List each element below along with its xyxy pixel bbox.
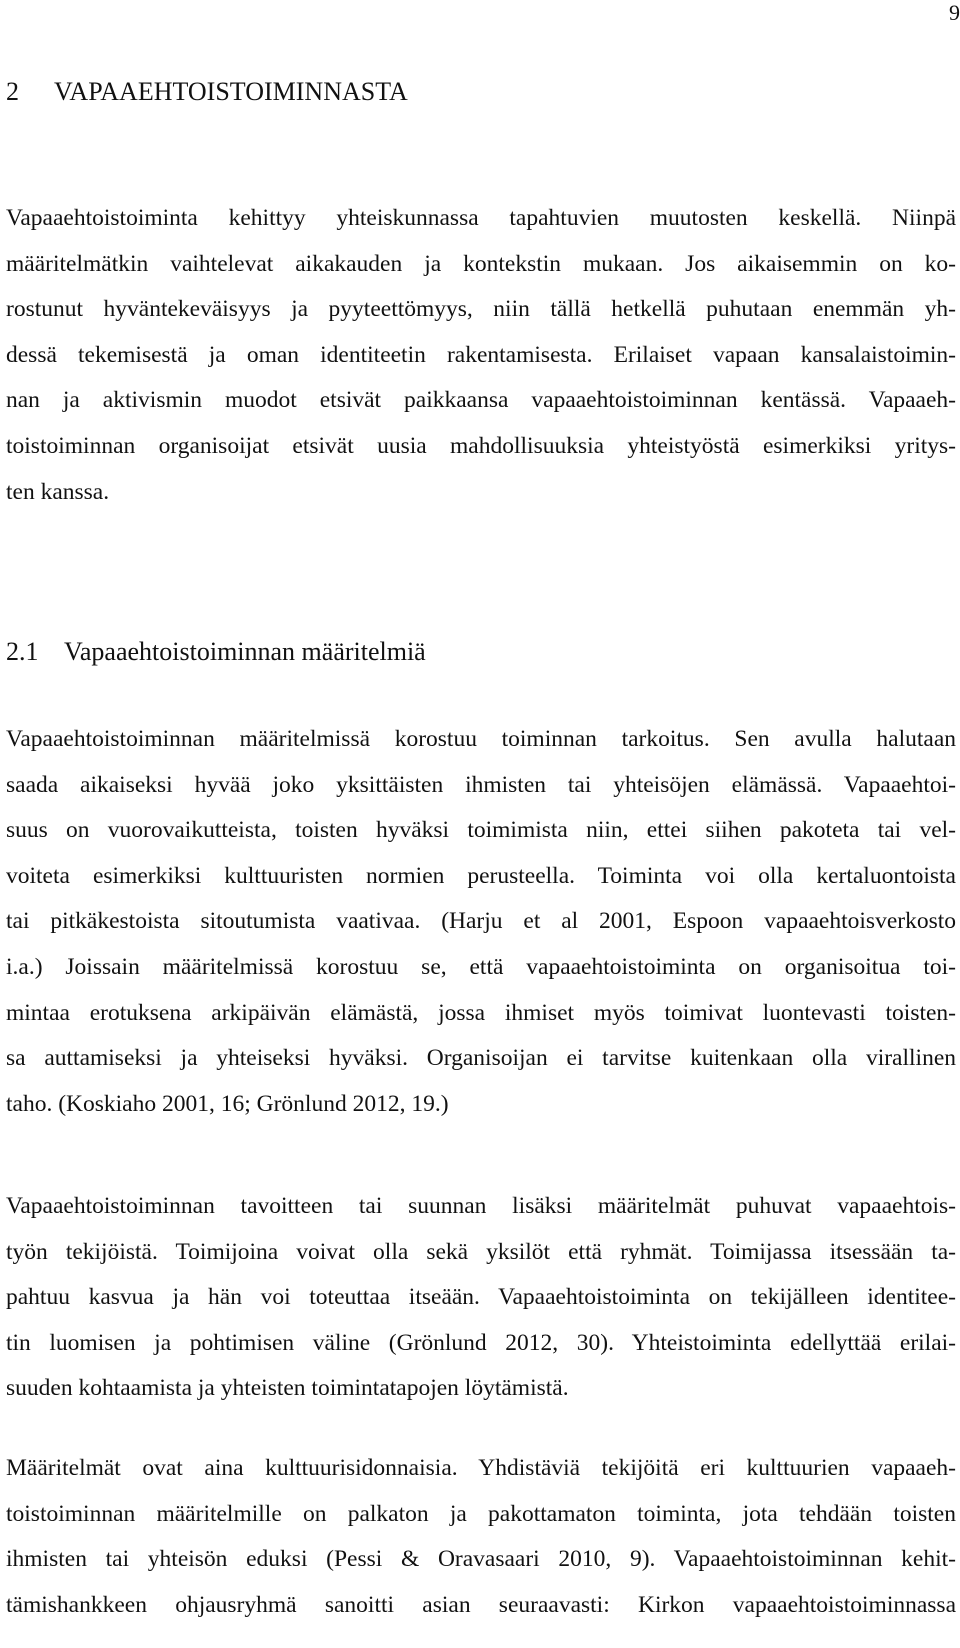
- chapter-intro-paragraph: [6, 196, 956, 515]
- paragraph-line: nan ja aktivismin muodot etsivät paikkaansa vapaaehtoistoiminnan kentässä. Vapaaeh-: [6, 387, 956, 414]
- paragraph-line: dessä tekemisestä ja oman identiteetin rakentamisesta. Erilaiset vapaan kansalaistoimin-: [6, 341, 956, 368]
- paragraph-line: määritelmätkin vaihtelevat aikakauden ja kontekstin mukaan. Jos aikaisemmin on ko-: [6, 250, 956, 277]
- paragraph-line: voiteta esimerkiksi kulttuuristen normien perusteella. Toiminta voi olla kertaluontoista: [6, 862, 956, 889]
- section-number: 2.1: [6, 637, 39, 666]
- paragraph-line: ihmisten tai yhteisön eduksi (Pessi & Oravasaari 2010, 9). Vapaaehtoistoiminnan kehit-: [6, 1546, 956, 1573]
- paragraph-line: i.a.) Joissain määritelmissä korostuu se, että vapaaehtoistoiminta on organisoitua toi-: [6, 953, 956, 980]
- paragraph-line: tämishankkeen ohjausryhmä sanoitti asian seuraavasti: Kirkon vapaaehtoistoiminnassa: [6, 1591, 956, 1618]
- paragraph-line: toistoiminnan määritelmille on palkaton ja pakottamaton toiminta, jota tehdään toisten: [6, 1500, 956, 1527]
- chapter-heading: [6, 79, 408, 105]
- paragraph-line: rostunut hyväntekeväisyys ja pyyteettömyys, niin tällä hetkellä puhutaan enemmän yh-: [6, 296, 956, 323]
- paragraph-line: Vapaaehtoistoiminta kehittyy yhteiskunnassa tapahtuvien muutosten keskellä. Niinpä: [6, 205, 956, 231]
- chapter-number: 2: [6, 77, 19, 106]
- paragraph-line: työn tekijöistä. Toimijoina voivat olla sekä yksilöt että ryhmät. Toimijassa itsessään ta-: [6, 1238, 956, 1265]
- section-paragraph-3: [6, 1446, 956, 1628]
- paragraph-line: suuden kohtaamista ja yhteisten toimintatapojen löytämistä.: [6, 1375, 569, 1402]
- section-paragraph-2: [6, 1184, 956, 1412]
- paragraph-line: sa auttamiseksi ja yhteiseksi hyväksi. Organisoijan ei tarvitse kuitenkaan olla virallinen: [6, 1045, 956, 1072]
- paragraph-line: toistoiminnan organisoijat etsivät uusia mahdollisuuksia yhteistyöstä esimerkiksi yritys-: [6, 432, 956, 459]
- paragraph-line: tai pitkäkestoista sitoutumista vaativaa. (Harju et al 2001, Espoon vapaaehtoisverkosto: [6, 908, 956, 935]
- paragraph-line: mintaa erotuksena arkipäivän elämästä, jossa ihmiset myös toimivat luontevasti toisten-: [6, 999, 956, 1026]
- page-number: 9: [949, 0, 960, 25]
- paragraph-line: tin luomisen ja pohtimisen väline (Grönlund 2012, 30). Yhteistoiminta edellyttää erilai-: [6, 1329, 956, 1356]
- section-paragraph-1: [6, 717, 956, 1127]
- paragraph-line: suus on vuorovaikutteista, toisten hyväksi toimimista niin, ettei siihen pakoteta tai vel-: [6, 817, 956, 844]
- paragraph-line: Vapaaehtoistoiminnan tavoitteen tai suunnan lisäksi määritelmät puhuvat vapaaehtois-: [6, 1193, 956, 1219]
- paragraph-line: taho. (Koskiaho 2001, 16; Grönlund 2012, 19.): [6, 1090, 449, 1117]
- paragraph-line: Vapaaehtoistoiminnan määritelmissä korostuu toiminnan tarkoitus. Sen avulla halutaan: [6, 726, 956, 752]
- paragraph-line: pahtuu kasvua ja hän voi toteuttaa itseään. Vapaaehtoistoiminta on tekijälleen identitee-: [6, 1284, 956, 1311]
- paragraph-line: ten kanssa.: [6, 478, 110, 505]
- paragraph-line: Määritelmät ovat aina kulttuurisidonnaisia. Yhdistäviä tekijöitä eri kulttuurien vapaaeh-: [6, 1455, 956, 1481]
- section-heading: [6, 639, 426, 665]
- section-title: Vapaaehtoistoiminnan määritelmiä: [64, 637, 426, 666]
- paragraph-line: saada aikaiseksi hyvää joko yksittäisten ihmisten tai yhteisöjen elämässä. Vapaaehtoi-: [6, 771, 956, 798]
- chapter-title: VAPAAEHTOISTOIMINNASTA: [54, 77, 408, 106]
